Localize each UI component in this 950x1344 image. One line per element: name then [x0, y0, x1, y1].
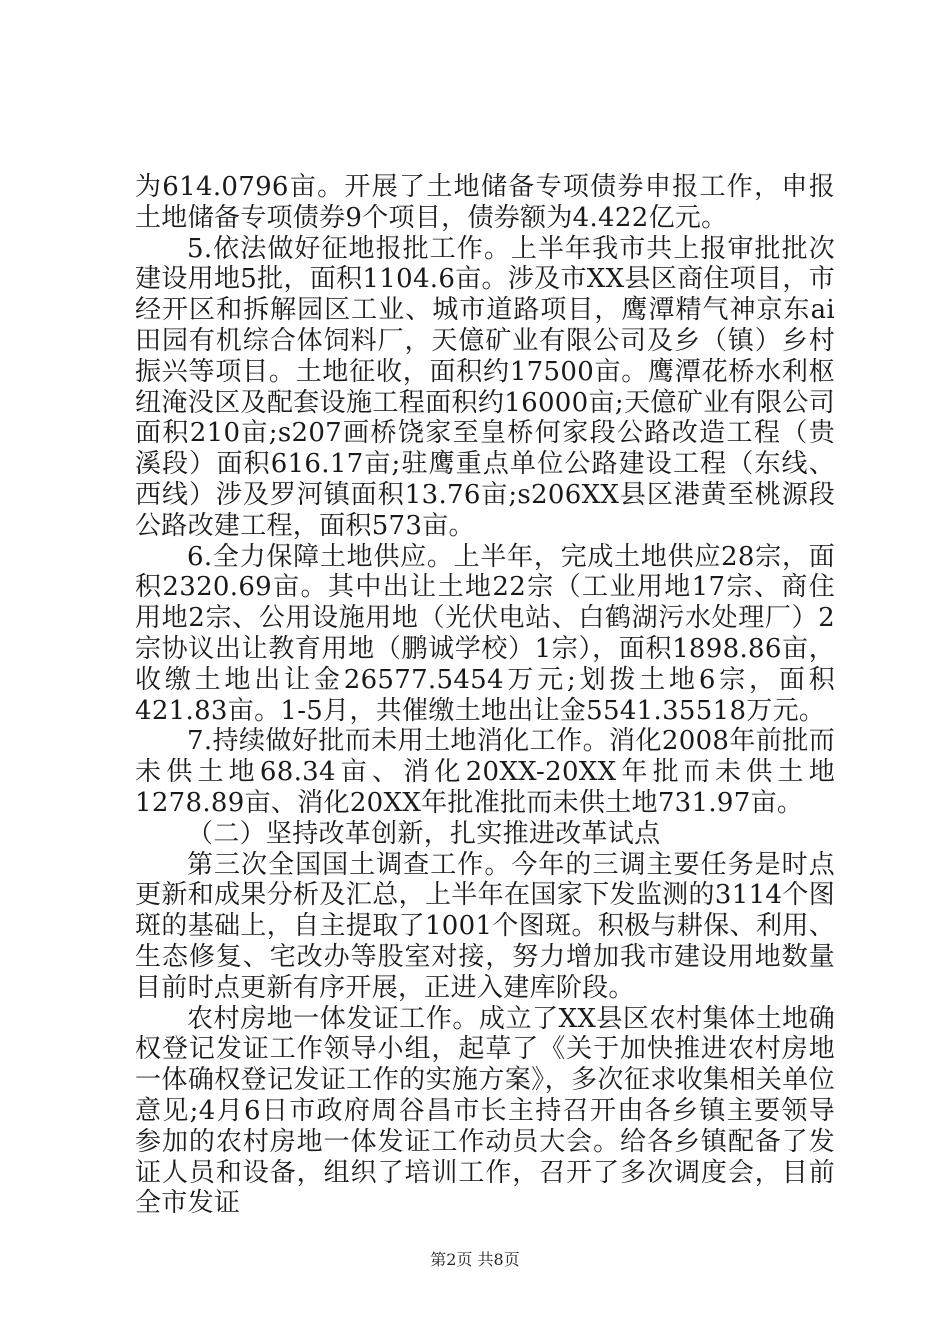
paragraph-continuation: 为614.0796亩。开展了土地储备专项债券申报工作，申报土地储备专项债券9个项目，债券额为4.422亿元。 — [135, 172, 835, 233]
paragraph-item-5: 5.依法做好征地报批工作。上半年我市共上报审批批次建设用地5批，面积1104.6亩。涉及市XX县区商住项目，市经开区和拆解园区工业、城市道路项目，鹰潭精气神京东ai田园有机综合体饲料厂，天億矿业有限公司及乡（镇）乡村振兴等项目。土地征收，面积约17500亩。鹰潭花桥水利枢纽淹没区及配套设施工程面积约16000亩;天億矿业有限公司面积210亩;s207画桥饶家至皇桥何家段公路改造工程（贵溪段）面积616.17亩;驻鹰重点单位公路建设工程（东线、西线）涉及罗河镇面积13.76亩;s206XX县区港黄至桃源段公路改建工程，面积573亩。 — [135, 233, 835, 541]
paragraph-item-6: 6.全力保障土地供应。上半年，完成土地供应28宗，面积2320.69亩。其中出让土地22宗（工业用地17宗、商住用地2宗、公用设施用地（光伏电站、白鹤湖污水处理厂）2宗协议出让教育用地（鹏诚学校）1宗），面积1898.86亩，收缴土地出让金26577.5454万元;划拨土地6宗，面积421.83亩。1-5月，共催缴土地出让金5541.35518万元。 — [135, 541, 835, 726]
paragraph-item-7: 7.持续做好批而未用土地消化工作。消化2008年前批而未供土地68.34亩、消化20XX-20XX年批而未供土地1278.89亩、消化20XX年批准批而未供土地731.97亩。 — [135, 726, 835, 818]
paragraph-land-survey: 第三次全国国土调查工作。今年的三调主要任务是时点更新和成果分析及汇总，上半年在国家下发监测的3114个图斑的基础上，自主提取了1001个图斑。积极与耕保、利用、生态修复、宅改办等股室对接，努力增加我市建设用地数量目前时点更新有序开展，正进入建库阶段。 — [135, 849, 835, 1003]
page-footer: 第2页 共8页 — [430, 1250, 520, 1269]
paragraph-rural-certification: 农村房地一体发证工作。成立了XX县区农村集体土地确权登记发证工作领导小组，起草了《关于加快推进农村房地一体确权登记发证工作的实施方案》，多次征求收集相关单位意见;4月6日市政府周谷昌市长主持召开由各乡镇主要领导参加的农村房地一体发证工作动员大会。给各乡镇配备了发证人员和设备，组织了培训工作，召开了多次调度会，目前全市发证 — [135, 1003, 835, 1219]
section-heading: （二）坚持改革创新，扎实推进改革试点 — [187, 818, 661, 849]
document-body — [135, 172, 835, 1219]
